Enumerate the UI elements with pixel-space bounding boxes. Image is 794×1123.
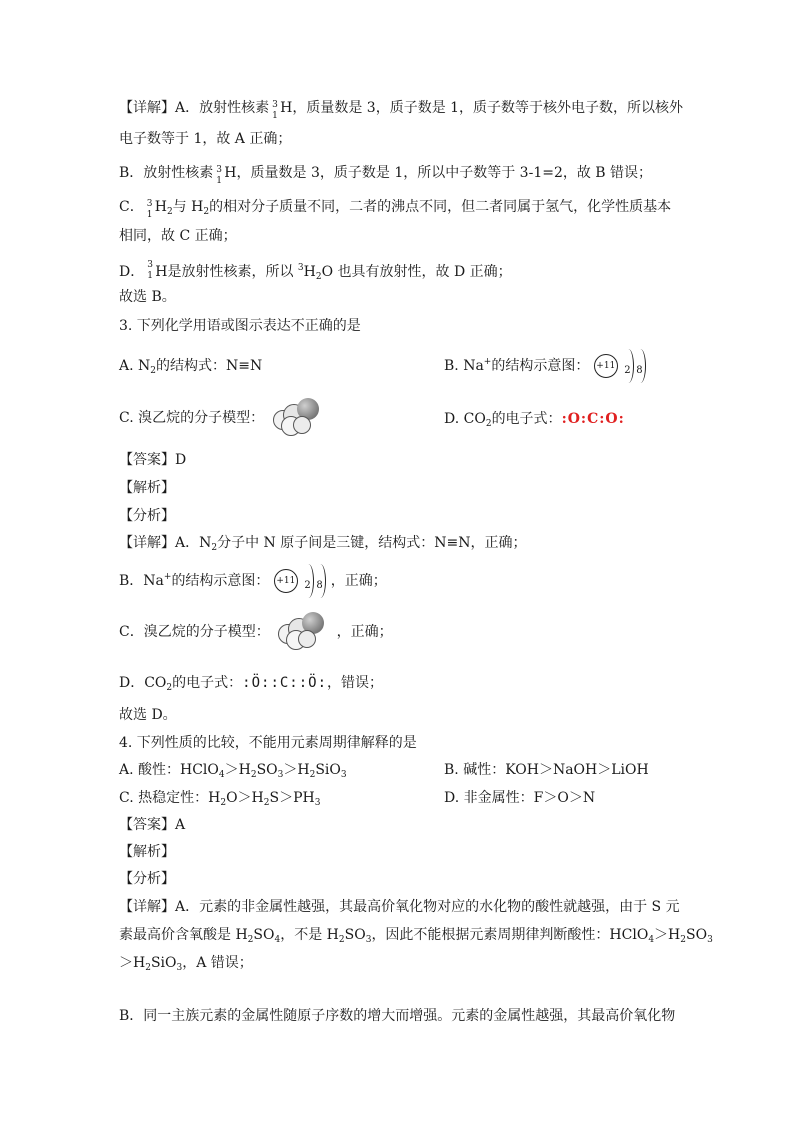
q3-detail-b: B．Na+的结构示意图： +11 2 8 ，正确； bbox=[119, 564, 387, 598]
nuclide-notation: 3 1 bbox=[146, 199, 153, 220]
analysis-4: 【解析】 bbox=[119, 844, 175, 860]
q3-detail-c: C．溴乙烷的分子模型： ，正确； bbox=[119, 612, 393, 656]
bromoethane-model-icon bbox=[269, 398, 327, 438]
bromoethane-model-icon bbox=[274, 612, 332, 652]
q4-option-d: D. 非金属性：F＞O＞N bbox=[444, 790, 596, 806]
nuclide-notation: 3 1 bbox=[147, 260, 153, 281]
q4-option-c: C. 热稳定性：$H_2O>H_2S>PH_3$ bbox=[119, 790, 321, 808]
nucleus-circle: +11 bbox=[594, 354, 618, 378]
q3-option-a: A. $N_2$的结构式：N≡N bbox=[119, 358, 263, 376]
q3-option-b: B. Na+的结构示意图： +11 2 8 bbox=[444, 349, 646, 383]
question-4: 4. 下列性质的比较，不能用元素周期律解释的是 bbox=[119, 735, 417, 751]
fenxi-3: 【分析】 bbox=[119, 508, 175, 524]
electron-shell-1: 2 bbox=[302, 564, 314, 598]
q3-option-d: D. $CO_2$的电子式：:O:C:O: bbox=[444, 411, 625, 429]
analysis-3: 【解析】 bbox=[119, 480, 175, 496]
electron-shell-2: 8 bbox=[314, 564, 326, 598]
answer-4: 【答案】A bbox=[119, 817, 186, 833]
q4-detail-a-line1: 【详解】A．元素的非金属性越强，其最高价氧化物对应的水化物的酸性就越强，由于 S 元 bbox=[119, 899, 680, 915]
q3-option-c: C. 溴乙烷的分子模型： bbox=[119, 398, 327, 440]
q3-detail-d: D．$CO_2$的电子式：:Ö::C::Ö:，错误； bbox=[119, 675, 384, 693]
detail-A-line1: 【详解】A．放射性核素 3 1 H，质量数是 3，质子数是 1，质子数等于核外电子数，所以核外 bbox=[119, 100, 684, 121]
detail-C-line1: C． 3 1 $H_2$与 $H_2$的相对分子质量不同，二者的沸点不同，但二者同属于氢气，化学性质基本 bbox=[119, 199, 672, 220]
nuclide-notation: 3 1 bbox=[216, 165, 223, 186]
q4-detail-b-line1: B．同一主族元素的金属性随原子序数的增大而增强。元素的金属性越强，其最高价氧化物 bbox=[119, 1008, 676, 1024]
detail-C-line2: 相同，故 C 正确； bbox=[119, 228, 237, 244]
q4-detail-a-line3: $>H_2SiO_3$，A 错误； bbox=[119, 955, 253, 973]
nucleus-circle: +11 bbox=[274, 569, 298, 593]
detail-D-line: D． 3 1 H是放射性核素，所以 $^3H_2O$ 也具有放射性，故 D 正确； bbox=[119, 260, 512, 282]
nuclide-notation: 3 1 bbox=[272, 100, 278, 121]
q3-detail-a: 【详解】A．$N_2$分子中 N 原子间是三键，结构式：N≡N，正确； bbox=[119, 535, 527, 553]
conclusion-1: 故选 B。 bbox=[119, 289, 176, 305]
q4-option-b: B. 碱性：KOH＞NaOH＞LiOH bbox=[444, 762, 649, 778]
detail-B-line: B．放射性核素 3 1 H，质量数是 3，质子数是 1，所以中子数等于 3-1=2，故 B 错误； bbox=[119, 165, 653, 186]
electron-shell-2: 8 bbox=[634, 349, 646, 383]
detail-A-line2: 电子数等于 1，故 A 正确； bbox=[119, 131, 292, 147]
q4-option-a: A. 酸性：$HClO_4>H_2SO_3>H_2SiO_3$ bbox=[119, 762, 347, 780]
q4-detail-a-line2: 素最高价含氧酸是 $H_2SO_4$，不是 $H_2SO_3$，因此不能根据元素周期律判断酸性：$HClO_4>H_2SO_3$ bbox=[119, 927, 713, 945]
electron-shell-1: 2 bbox=[622, 349, 634, 383]
fenxi-4: 【分析】 bbox=[119, 871, 175, 887]
question-3: 3. 下列化学用语或图示表达不正确的是 bbox=[119, 318, 361, 334]
conclusion-2: 故选 D。 bbox=[119, 707, 177, 723]
answer-3: 【答案】D bbox=[119, 452, 187, 468]
